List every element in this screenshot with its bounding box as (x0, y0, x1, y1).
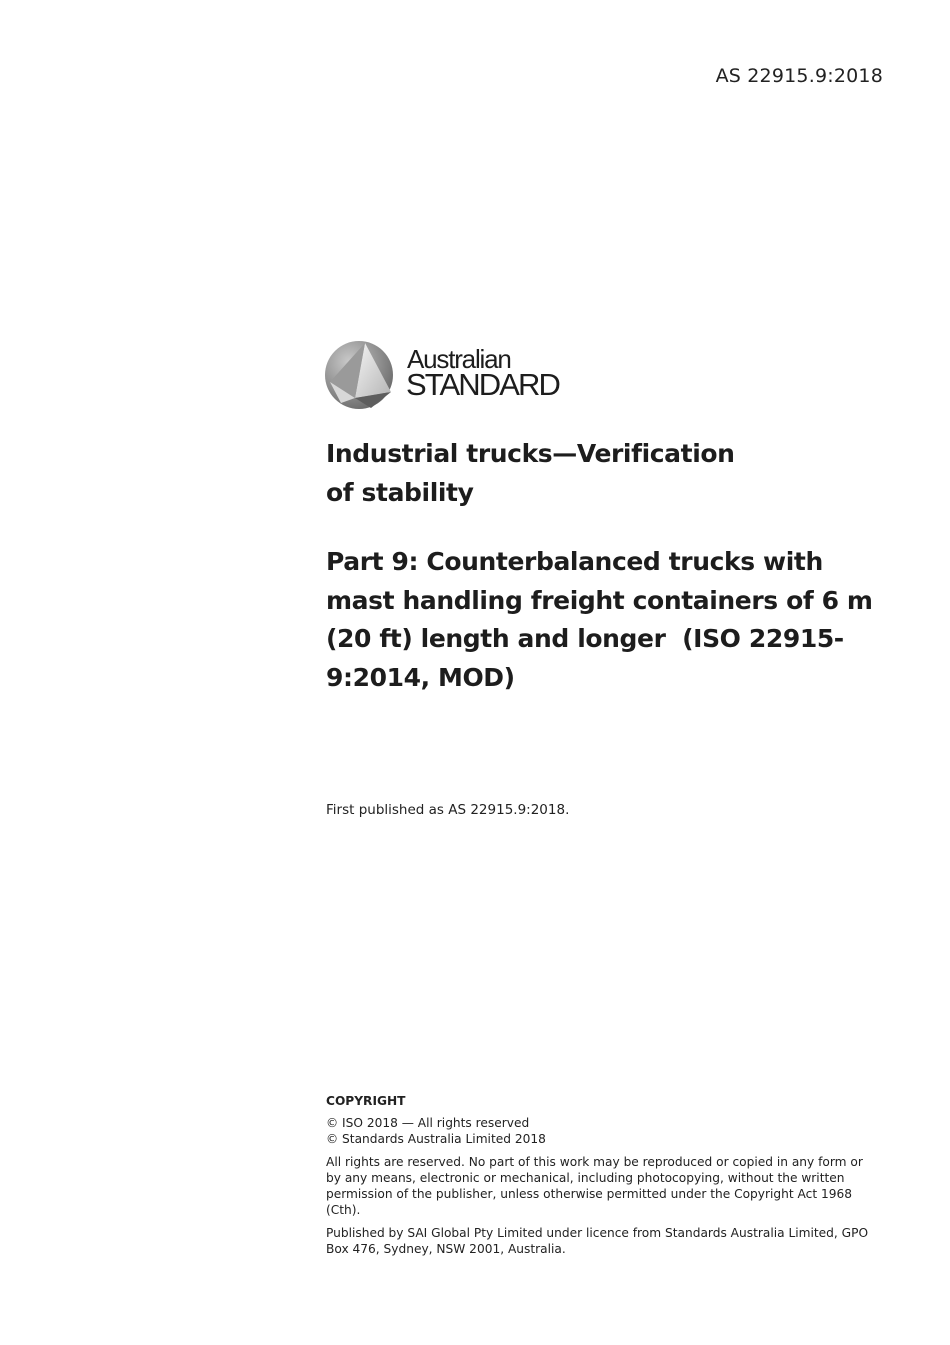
subtitle-line: (20 ft) length and longer (ISO 22915- (326, 624, 844, 653)
copyright-iso: © ISO 2018 — All rights reserved (326, 1116, 530, 1130)
logo-text-standard: STANDARD (406, 367, 560, 402)
subtitle-line: mast handling freight containers of 6 m (326, 585, 873, 615)
document-id: AS 22915.9:2018 (715, 65, 883, 87)
australian-standard-triangle-logo-icon (325, 340, 397, 412)
copyright-lines (326, 1115, 871, 1147)
subtitle-line: Part 9: Counterbalanced trucks with (326, 547, 823, 576)
copyright-standards-australia: © Standards Australia Limited 2018 (326, 1132, 546, 1146)
publisher-statement: Published by SAI Global Pty Limited under licence from Standards Australia Limited, GPO Box 476, Sydney, NSW 2001, Australia. (326, 1226, 869, 1256)
subtitle-line: 9:2014, MOD) (326, 662, 515, 692)
document-subtitle (326, 543, 886, 697)
logo-text-australian: Australian (407, 344, 511, 374)
first-published-note: First published as AS 22915.9:2018. (326, 802, 570, 818)
copyright-block (326, 1093, 871, 1264)
rights-statement: All rights are reserved. No part of this work may be reproduced or copied in any form or by any means, electronic or mechanical, including photocopying, without the written permission of the publisher, unless otherwise permitted under the Copyright Act 1968 (Cth). (326, 1155, 863, 1217)
title-line: Industrial trucks—Verification (326, 439, 735, 468)
copyright-heading: COPYRIGHT (326, 1094, 406, 1108)
australian-standard-logo (325, 340, 585, 412)
document-title (326, 434, 886, 512)
title-line: of stability (326, 478, 474, 507)
